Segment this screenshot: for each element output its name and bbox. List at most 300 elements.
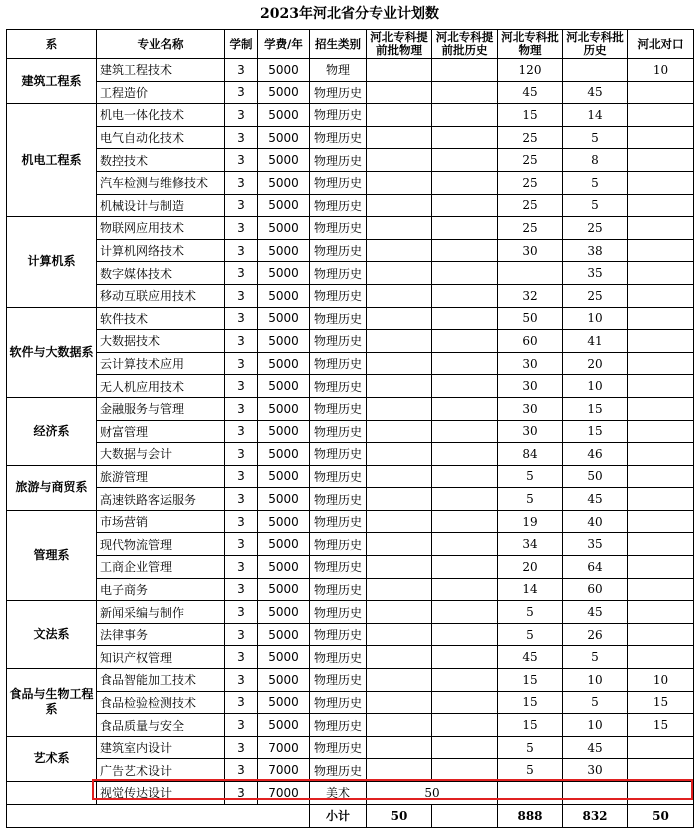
major-cell: 旅游管理 [97, 465, 225, 488]
major-cell: 电气自动化技术 [97, 126, 225, 149]
years-cell: 3 [225, 352, 258, 375]
fee-cell: 5000 [258, 488, 310, 511]
years-cell: 3 [225, 533, 258, 556]
early-history-cell [432, 104, 498, 127]
early-history-cell [432, 307, 498, 330]
major-cell: 云计算技术应用 [97, 352, 225, 375]
years-cell: 3 [225, 59, 258, 82]
duikou-cell: 10 [628, 669, 694, 692]
early-physics-cell [367, 714, 432, 737]
reg-history-cell: 25 [563, 284, 628, 307]
early-physics-cell [367, 736, 432, 759]
category-cell: 物理历史 [310, 149, 367, 172]
years-cell: 3 [225, 194, 258, 217]
years-cell: 3 [225, 239, 258, 262]
category-cell: 物理历史 [310, 239, 367, 262]
early-physics-cell [367, 262, 432, 285]
early-physics-cell [367, 352, 432, 375]
fee-cell: 5000 [258, 691, 310, 714]
early-physics-cell [367, 646, 432, 669]
totals-row [7, 804, 694, 827]
duikou-cell: 10 [628, 59, 694, 82]
fee-cell: 5000 [258, 262, 310, 285]
reg-history-cell: 10 [563, 714, 628, 737]
duikou-cell [628, 556, 694, 579]
years-cell: 3 [225, 782, 258, 805]
header-dept: 系 [7, 30, 97, 59]
reg-physics-cell [498, 782, 563, 805]
early-history-cell [432, 465, 498, 488]
reg-history-cell: 14 [563, 104, 628, 127]
reg-history-cell: 35 [563, 533, 628, 556]
reg-physics-cell: 5 [498, 465, 563, 488]
early-history-cell [432, 759, 498, 782]
reg-history-cell: 30 [563, 759, 628, 782]
reg-history-cell [563, 59, 628, 82]
duikou-cell [628, 307, 694, 330]
category-cell: 物理历史 [310, 171, 367, 194]
early-physics-cell [367, 375, 432, 398]
category-cell: 物理历史 [310, 397, 367, 420]
category-cell: 物理历史 [310, 623, 367, 646]
major-cell: 软件技术 [97, 307, 225, 330]
table-row [7, 375, 694, 398]
early-history-cell [432, 578, 498, 601]
early-physics-cell [367, 669, 432, 692]
reg-history-cell: 25 [563, 217, 628, 240]
early-history-cell [432, 217, 498, 240]
major-cell: 大数据技术 [97, 330, 225, 353]
duikou-cell [628, 601, 694, 624]
fee-cell: 7000 [258, 782, 310, 805]
table-row [7, 443, 694, 466]
duikou-cell [628, 352, 694, 375]
reg-physics-cell: 30 [498, 397, 563, 420]
category-cell: 物理历史 [310, 510, 367, 533]
fee-cell: 5000 [258, 59, 310, 82]
duikou-cell [628, 782, 694, 805]
major-cell: 机电一体化技术 [97, 104, 225, 127]
major-cell: 市场营销 [97, 510, 225, 533]
duikou-cell [628, 149, 694, 172]
header-row [7, 30, 694, 59]
enrollment-plan-table [6, 29, 694, 828]
totals-early-physics: 50 [367, 804, 432, 827]
table-row [7, 691, 694, 714]
duikou-cell [628, 465, 694, 488]
early-physics-cell [367, 556, 432, 579]
fee-cell: 5000 [258, 533, 310, 556]
early-history-cell [432, 149, 498, 172]
early-history-cell [432, 375, 498, 398]
duikou-cell [628, 736, 694, 759]
reg-history-cell: 5 [563, 194, 628, 217]
major-cell: 食品检验检测技术 [97, 691, 225, 714]
major-cell: 物联网应用技术 [97, 217, 225, 240]
category-cell: 物理历史 [310, 669, 367, 692]
fee-cell: 5000 [258, 375, 310, 398]
reg-physics-cell: 30 [498, 420, 563, 443]
duikou-cell [628, 262, 694, 285]
fee-cell: 5000 [258, 714, 310, 737]
years-cell: 3 [225, 623, 258, 646]
duikou-cell [628, 623, 694, 646]
reg-physics-cell: 25 [498, 149, 563, 172]
early-physics-cell [367, 104, 432, 127]
reg-history-cell [563, 782, 628, 805]
table-row [7, 217, 694, 240]
duikou-cell [628, 217, 694, 240]
reg-physics-cell: 25 [498, 194, 563, 217]
major-cell: 食品质量与安全 [97, 714, 225, 737]
table-row [7, 714, 694, 737]
table-row [7, 510, 694, 533]
major-cell: 建筑室内设计 [97, 736, 225, 759]
header-fee: 学费/年 [258, 30, 310, 59]
years-cell: 3 [225, 330, 258, 353]
table-row [7, 194, 694, 217]
header-reg-physics: 河北专科批物理 [498, 30, 563, 59]
early-physics-cell [367, 533, 432, 556]
reg-physics-cell: 20 [498, 556, 563, 579]
major-cell: 大数据与会计 [97, 443, 225, 466]
fee-cell: 5000 [258, 601, 310, 624]
major-cell: 新闻采编与制作 [97, 601, 225, 624]
years-cell: 3 [225, 691, 258, 714]
table-row [7, 171, 694, 194]
duikou-cell [628, 443, 694, 466]
reg-history-cell: 10 [563, 669, 628, 692]
category-cell: 物理历史 [310, 126, 367, 149]
early-physics-cell [367, 623, 432, 646]
years-cell: 3 [225, 171, 258, 194]
reg-physics-cell: 15 [498, 669, 563, 692]
reg-physics-cell: 120 [498, 59, 563, 82]
table-row [7, 736, 694, 759]
duikou-cell: 15 [628, 691, 694, 714]
fee-cell: 5000 [258, 623, 310, 646]
major-cell: 视觉传达设计 [97, 782, 225, 805]
special-row [7, 782, 694, 805]
reg-physics-cell: 15 [498, 104, 563, 127]
fee-cell: 5000 [258, 556, 310, 579]
fee-cell: 5000 [258, 578, 310, 601]
table-row [7, 601, 694, 624]
table-row [7, 669, 694, 692]
table-row [7, 81, 694, 104]
years-cell: 3 [225, 736, 258, 759]
reg-physics-cell: 5 [498, 623, 563, 646]
dept-cell: 旅游与商贸系 [7, 465, 97, 510]
early-physics-cell [367, 330, 432, 353]
reg-physics-cell [498, 262, 563, 285]
reg-physics-cell: 30 [498, 352, 563, 375]
fee-cell: 5000 [258, 307, 310, 330]
category-cell: 物理历史 [310, 533, 367, 556]
reg-physics-cell: 5 [498, 488, 563, 511]
early-physics-cell [367, 217, 432, 240]
early-history-cell [432, 194, 498, 217]
table-row [7, 149, 694, 172]
dept-cell: 经济系 [7, 397, 97, 465]
page-title: 2023年河北省分专业计划数 [260, 6, 439, 22]
early-physics-cell [367, 126, 432, 149]
years-cell: 3 [225, 307, 258, 330]
totals-label: 小计 [310, 804, 367, 827]
category-cell: 物理历史 [310, 601, 367, 624]
years-cell: 3 [225, 578, 258, 601]
reg-physics-cell: 30 [498, 239, 563, 262]
major-cell: 广告艺术设计 [97, 759, 225, 782]
category-cell: 物理历史 [310, 443, 367, 466]
category-cell: 物理历史 [310, 420, 367, 443]
reg-history-cell: 8 [563, 149, 628, 172]
reg-physics-cell: 60 [498, 330, 563, 353]
fee-cell: 5000 [258, 420, 310, 443]
reg-physics-cell: 34 [498, 533, 563, 556]
years-cell: 3 [225, 488, 258, 511]
years-cell: 3 [225, 510, 258, 533]
category-cell: 物理历史 [310, 578, 367, 601]
reg-history-cell: 60 [563, 578, 628, 601]
reg-physics-cell: 5 [498, 601, 563, 624]
duikou-cell [628, 239, 694, 262]
early-history-cell [432, 59, 498, 82]
duikou-cell [628, 284, 694, 307]
reg-physics-cell: 5 [498, 759, 563, 782]
fee-cell: 5000 [258, 149, 310, 172]
years-cell: 3 [225, 443, 258, 466]
table-row [7, 262, 694, 285]
fee-cell: 5000 [258, 104, 310, 127]
reg-physics-cell: 15 [498, 714, 563, 737]
reg-history-cell: 45 [563, 488, 628, 511]
duikou-cell [628, 126, 694, 149]
reg-history-cell: 5 [563, 691, 628, 714]
major-cell: 无人机应用技术 [97, 375, 225, 398]
duikou-cell [628, 488, 694, 511]
dept-cell: 建筑工程系 [7, 59, 97, 104]
reg-history-cell: 5 [563, 646, 628, 669]
fee-cell: 5000 [258, 465, 310, 488]
years-cell: 3 [225, 465, 258, 488]
dept-cell: 管理系 [7, 510, 97, 600]
fee-cell: 5000 [258, 397, 310, 420]
fee-cell: 5000 [258, 81, 310, 104]
major-cell: 工程造价 [97, 81, 225, 104]
reg-physics-cell: 45 [498, 646, 563, 669]
early-history-cell [432, 81, 498, 104]
years-cell: 3 [225, 646, 258, 669]
early-history-cell [432, 443, 498, 466]
fee-cell: 7000 [258, 736, 310, 759]
reg-physics-cell: 14 [498, 578, 563, 601]
early-physics-cell [367, 284, 432, 307]
category-cell: 物理 [310, 59, 367, 82]
early-history-cell [432, 397, 498, 420]
early-combined-cell: 50 [367, 782, 498, 805]
category-cell: 物理历史 [310, 352, 367, 375]
reg-history-cell: 46 [563, 443, 628, 466]
early-physics-cell [367, 601, 432, 624]
early-history-cell [432, 669, 498, 692]
early-physics-cell [367, 171, 432, 194]
category-cell: 物理历史 [310, 330, 367, 353]
early-history-cell [432, 420, 498, 443]
fee-cell: 5000 [258, 443, 310, 466]
years-cell: 3 [225, 149, 258, 172]
reg-history-cell: 50 [563, 465, 628, 488]
duikou-cell [628, 171, 694, 194]
early-history-cell [432, 646, 498, 669]
reg-history-cell: 35 [563, 262, 628, 285]
early-history-cell [432, 601, 498, 624]
reg-history-cell: 20 [563, 352, 628, 375]
dept-cell: 食品与生物工程系 [7, 669, 97, 737]
totals-blank [7, 804, 310, 827]
dept-cell-empty [7, 782, 97, 805]
years-cell: 3 [225, 601, 258, 624]
category-cell: 物理历史 [310, 217, 367, 240]
early-history-cell [432, 533, 498, 556]
years-cell: 3 [225, 262, 258, 285]
early-history-cell [432, 352, 498, 375]
early-physics-cell [367, 81, 432, 104]
table-row [7, 623, 694, 646]
reg-history-cell: 10 [563, 307, 628, 330]
duikou-cell [628, 578, 694, 601]
major-cell: 机械设计与制造 [97, 194, 225, 217]
table-row [7, 759, 694, 782]
category-cell: 美术 [310, 782, 367, 805]
major-cell: 工商企业管理 [97, 556, 225, 579]
early-physics-cell [367, 759, 432, 782]
fee-cell: 5000 [258, 646, 310, 669]
early-history-cell [432, 510, 498, 533]
reg-physics-cell: 5 [498, 736, 563, 759]
years-cell: 3 [225, 104, 258, 127]
table-row [7, 533, 694, 556]
early-physics-cell [367, 691, 432, 714]
table-row [7, 578, 694, 601]
early-history-cell [432, 714, 498, 737]
totals-duikou: 50 [628, 804, 694, 827]
duikou-cell [628, 397, 694, 420]
duikou-cell [628, 81, 694, 104]
early-physics-cell [367, 465, 432, 488]
early-history-cell [432, 556, 498, 579]
early-history-cell [432, 239, 498, 262]
reg-physics-cell: 19 [498, 510, 563, 533]
fee-cell: 5000 [258, 171, 310, 194]
years-cell: 3 [225, 556, 258, 579]
major-cell: 数字媒体技术 [97, 262, 225, 285]
reg-history-cell: 5 [563, 171, 628, 194]
early-history-cell [432, 330, 498, 353]
reg-history-cell: 45 [563, 736, 628, 759]
major-cell: 移动互联应用技术 [97, 284, 225, 307]
fee-cell: 5000 [258, 510, 310, 533]
fee-cell: 5000 [258, 239, 310, 262]
category-cell: 物理历史 [310, 465, 367, 488]
duikou-cell: 15 [628, 714, 694, 737]
category-cell: 物理历史 [310, 81, 367, 104]
early-physics-cell [367, 149, 432, 172]
category-cell: 物理历史 [310, 104, 367, 127]
major-cell: 高速铁路客运服务 [97, 488, 225, 511]
table-row [7, 239, 694, 262]
early-history-cell [432, 262, 498, 285]
fee-cell: 7000 [258, 759, 310, 782]
major-cell: 计算机网络技术 [97, 239, 225, 262]
dept-cell: 文法系 [7, 601, 97, 669]
major-cell: 知识产权管理 [97, 646, 225, 669]
reg-history-cell: 10 [563, 375, 628, 398]
reg-physics-cell: 84 [498, 443, 563, 466]
years-cell: 3 [225, 81, 258, 104]
header-reg-history: 河北专科批历史 [563, 30, 628, 59]
totals-early-history [432, 804, 498, 827]
fee-cell: 5000 [258, 284, 310, 307]
reg-history-cell: 40 [563, 510, 628, 533]
duikou-cell [628, 375, 694, 398]
header-major: 专业名称 [97, 30, 225, 59]
early-physics-cell [367, 239, 432, 262]
reg-physics-cell: 25 [498, 126, 563, 149]
years-cell: 3 [225, 126, 258, 149]
category-cell: 物理历史 [310, 194, 367, 217]
years-cell: 3 [225, 284, 258, 307]
header-early-history: 河北专科提前批历史 [432, 30, 498, 59]
fee-cell: 5000 [258, 126, 310, 149]
fee-cell: 5000 [258, 352, 310, 375]
table-row [7, 59, 694, 82]
reg-physics-cell: 25 [498, 217, 563, 240]
category-cell: 物理历史 [310, 284, 367, 307]
early-history-cell [432, 171, 498, 194]
header-duikou: 河北对口 [628, 30, 694, 59]
category-cell: 物理历史 [310, 307, 367, 330]
reg-physics-cell: 32 [498, 284, 563, 307]
reg-history-cell: 41 [563, 330, 628, 353]
early-physics-cell [367, 510, 432, 533]
duikou-cell [628, 420, 694, 443]
table-row [7, 307, 694, 330]
major-cell: 法律事务 [97, 623, 225, 646]
early-history-cell [432, 126, 498, 149]
duikou-cell [628, 510, 694, 533]
table-row [7, 556, 694, 579]
reg-history-cell: 64 [563, 556, 628, 579]
duikou-cell [628, 533, 694, 556]
early-physics-cell [367, 194, 432, 217]
early-history-cell [432, 488, 498, 511]
dept-cell: 计算机系 [7, 217, 97, 307]
category-cell: 物理历史 [310, 736, 367, 759]
dept-cell: 机电工程系 [7, 104, 97, 217]
reg-history-cell: 5 [563, 126, 628, 149]
table-row [7, 488, 694, 511]
reg-history-cell: 26 [563, 623, 628, 646]
years-cell: 3 [225, 420, 258, 443]
major-cell: 数控技术 [97, 149, 225, 172]
early-physics-cell [367, 578, 432, 601]
early-history-cell [432, 736, 498, 759]
header-years: 学制 [225, 30, 258, 59]
table-row [7, 330, 694, 353]
table-row [7, 397, 694, 420]
category-cell: 物理历史 [310, 556, 367, 579]
